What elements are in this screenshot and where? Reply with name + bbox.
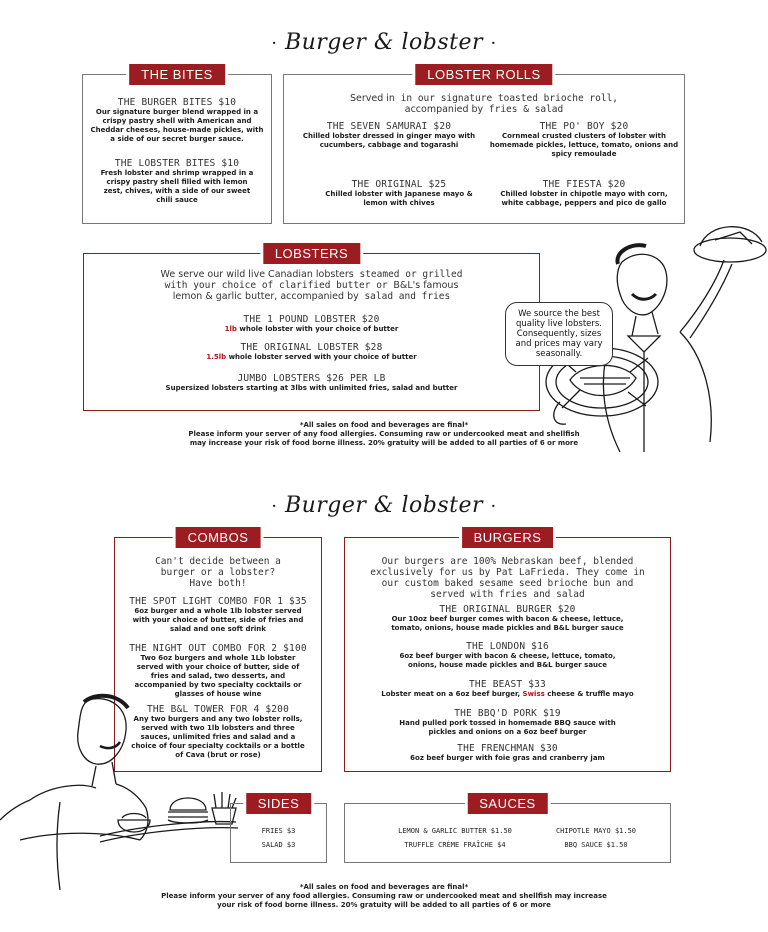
lobster-item-desc: Supersized lobsters starting at 3lbs with unlimited fries, salad and butter — [165, 384, 458, 392]
bites-section — [82, 67, 272, 224]
combo-item-desc: 6oz burger and a whole 1lb lobster served with your choice of butter, side of fries and salad and one soft drink — [132, 607, 304, 633]
sauces-title: SAUCES — [467, 793, 547, 814]
burger-item-desc: Our 10oz beef burger comes with bacon & cheese, lettuce, tomato, onions, house made pickles and B&L burger sauce — [391, 615, 624, 632]
combos-title: COMBOS — [176, 527, 261, 548]
burger-item-name: THE BBQ'D PORK $19 — [454, 708, 561, 719]
sauce-item: BBQ SAUCE $1.50 — [564, 841, 628, 849]
logo-text: Burger & lobster — [284, 493, 484, 518]
roll-item-desc: Cornmeal crusted clusters of lobster with homemade pickles, lettuce, tomato, onions and spicy remoulade — [489, 132, 679, 158]
fine-print-bottom: *All sales on food and beverages are final* Please inform your server of any food allergies. Consuming raw or undercooked meat and shellfish may increase your risk of food borne illness. 20% gratuity will be added to all parties of 6 or more — [161, 883, 607, 909]
waiter-with-burger-illustration — [0, 690, 250, 890]
bites-title: THE BITES — [129, 64, 225, 85]
lobster-item-desc: 1lb whole lobster with your choice of butter — [224, 325, 399, 333]
lobster-rolls-intro: Served in in our signature toasted brioche roll, accompanied by fries & salad — [349, 93, 619, 115]
combo-item-desc: Two 6oz burgers and whole 1Lb lobster served with your choice of butter, side of fries and salad, two desserts, and accompanied by two specialty cocktails or glasses of house wine — [134, 654, 302, 698]
roll-item-desc: Chilled lobster in chipotle mayo with corn, white cabbage, peppers and pico de gallo — [500, 190, 668, 207]
sides-title: SIDES — [246, 793, 312, 814]
lobster-rolls-title: LOBSTER ROLLS — [415, 64, 552, 85]
sauce-item: TRUFFLE CRÈME FRAÎCHE $4 — [404, 841, 506, 849]
side-item: SALAD $3 — [261, 841, 296, 849]
combo-item-desc: Any two burgers and any two lobster rolls, served with two 1lb lobsters and three sauces, unlimited fries and salad and a choice of four specialty cocktails or a bottle of Cava (brut or rose) — [131, 715, 305, 759]
burgers-section — [344, 530, 671, 772]
roll-item-name: THE FIESTA $20 — [542, 179, 626, 190]
lobster-item-name: JUMBO LOBSTERS $26 PER LB — [237, 373, 386, 384]
logo-bottom: · Burger & lobster · — [271, 493, 497, 518]
lobster-rolls-section — [283, 67, 685, 224]
burger-item-desc: 6oz beef burger with foie gras and cranberry jam — [410, 754, 605, 762]
speech-bubble: We source the best quality live lobsters. Consequently, sizes and prices may vary seasonally. — [505, 302, 613, 366]
roll-item-desc: Chilled lobster dressed in ginger mayo with cucumbers, cabbage and togarashi — [302, 132, 476, 149]
lobsters-intro: We serve our wild live Canadian lobsters steamed or grilled with your choice of clarified butter or B&L's famous lemon & garlic butter, accompanied by salad and fries — [160, 269, 463, 302]
combo-item-name: THE B&L TOWER FOR 4 $200 — [146, 704, 290, 715]
lobster-item-name: THE ORIGINAL LOBSTER $28 — [240, 342, 383, 353]
bites-item-name: THE BURGER BITES $10 — [117, 97, 237, 108]
combo-item-name: THE SPOT LIGHT COMBO FOR 1 $35 — [129, 596, 307, 607]
lobster-item-desc: 1.5lb whole lobster served with your choice of butter — [206, 353, 417, 361]
roll-item-name: THE SEVEN SAMURAI $20 — [326, 121, 452, 132]
logo-text: Burger & lobster — [284, 30, 484, 55]
side-item: FRIES $3 — [261, 827, 296, 835]
combo-item-name: THE NIGHT OUT COMBO FOR 2 $100 — [129, 643, 307, 654]
roll-item-name: THE ORIGINAL $25 — [351, 179, 447, 190]
roll-item-name: THE PO' BOY $20 — [539, 121, 629, 132]
burger-item-desc: 6oz beef burger with bacon & cheese, lettuce, tomato, onions, house made pickles and B&L burger sauce — [399, 652, 616, 669]
sauces-section — [344, 796, 671, 863]
roll-item-desc: Chilled lobster with Japanese mayo & lemon with chives — [325, 190, 473, 207]
sides-section — [230, 796, 327, 863]
sauce-item: CHIPOTLE MAYO $1.50 — [555, 827, 637, 835]
burger-item-name: THE ORIGINAL BURGER $20 — [439, 604, 576, 615]
burger-item-name: THE LONDON $16 — [466, 641, 549, 652]
combos-intro: Can't decide between a burger or a lobster? Have both! — [155, 556, 281, 589]
fine-print-top: *All sales on food and beverages are final* Please inform your server of any food allergies. Consuming raw or undercooked meat and shellfish may increase your risk of food borne illness. 20% gratuity will be added to all parties of 6 or more — [188, 421, 580, 447]
burger-item-name: THE FRENCHMAN $30 — [457, 743, 558, 754]
bites-item-name: THE LOBSTER BITES $10 — [114, 158, 240, 169]
logo-top: · Burger & lobster · — [271, 30, 497, 55]
lobsters-title: LOBSTERS — [263, 243, 360, 264]
lobster-item-name: THE 1 POUND LOBSTER $20 — [243, 314, 380, 325]
burgers-title: BURGERS — [462, 527, 554, 548]
bites-item-desc: Fresh lobster and shrimp wrapped in a crispy pastry shell filled with lemon zest, chives, with a side of our sweet chili sauce — [100, 169, 254, 204]
burgers-intro: Our burgers are 100% Nebraskan beef, blended exclusively for us by Pat LaFrieda. They come in our custom baked sesame seed brioche bun and served with fries and salad — [370, 556, 645, 600]
lobsters-section — [83, 246, 540, 411]
bites-item-desc: Our signature burger blend wrapped in a crispy pastry shell with American and Cheddar cheeses, house-made pickles, with a side of our secret burger sauce. — [90, 108, 264, 143]
burger-item-desc: Hand pulled pork tossed in homemade BBQ sauce with pickles and onions on a 6oz beef burger — [399, 719, 616, 736]
sauce-item: LEMON & GARLIC BUTTER $1.50 — [398, 827, 512, 835]
burger-item-desc: Lobster meat on a 6oz beef burger, Swiss cheese & truffle mayo — [381, 690, 634, 698]
burger-item-name: THE BEAST $33 — [469, 679, 546, 690]
